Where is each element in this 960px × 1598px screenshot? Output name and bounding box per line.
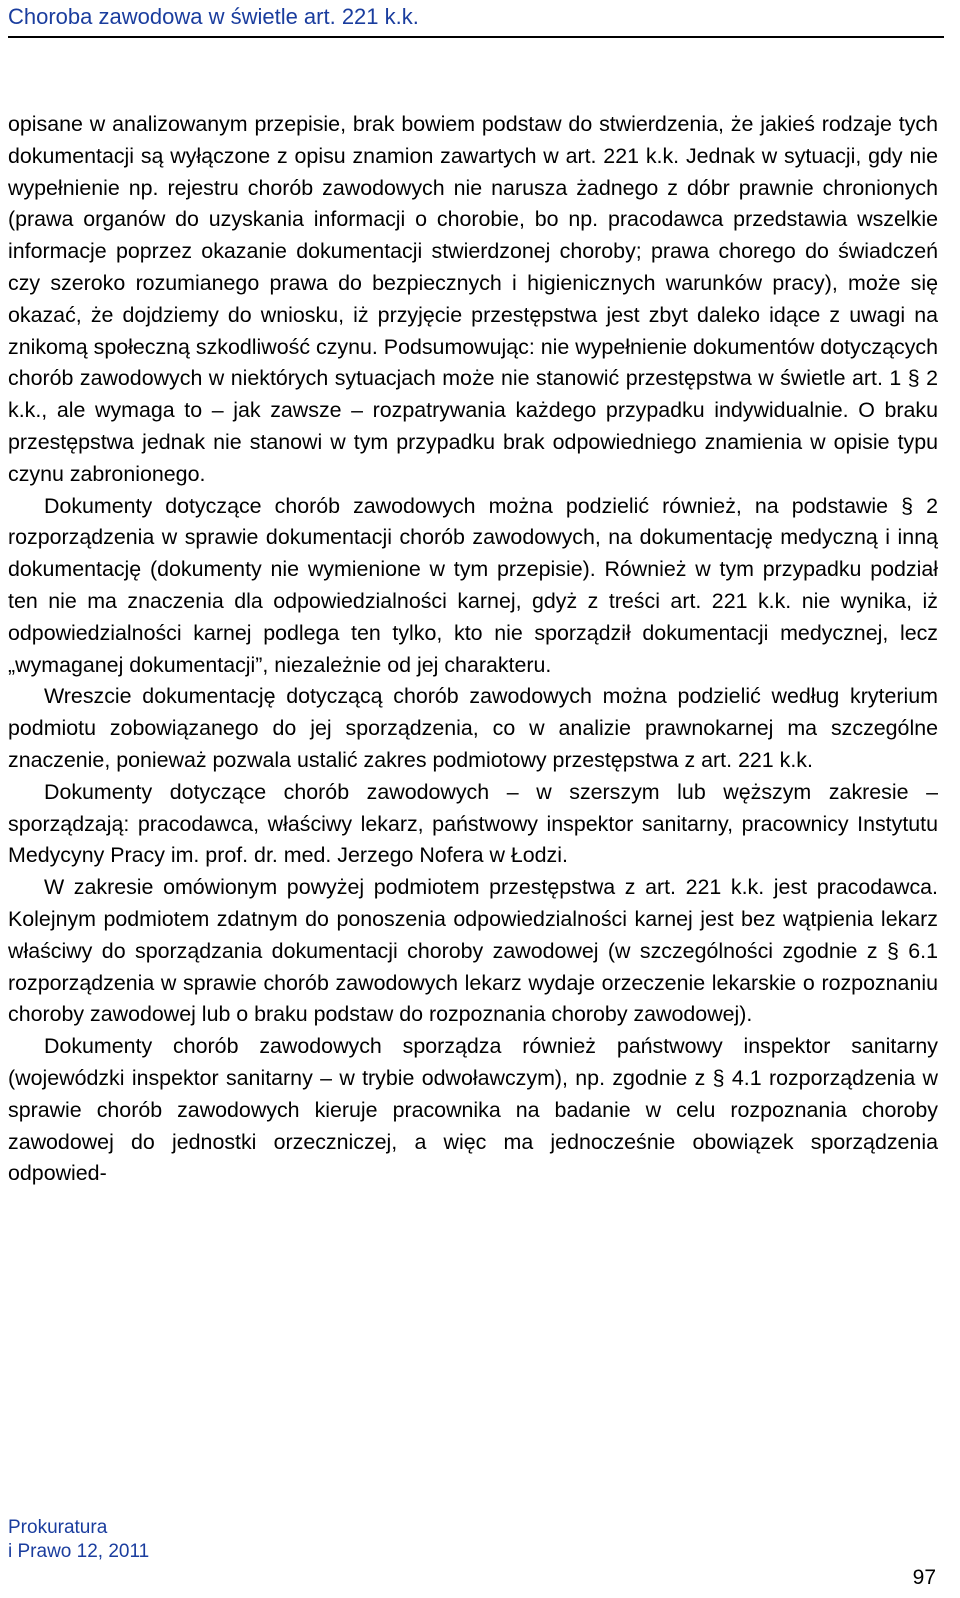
journal-source — [8, 1516, 149, 1564]
journal-issue: i Prawo 12, 2011 — [8, 1541, 150, 1562]
running-title: Choroba zawodowa w świetle art. 221 k.k. — [8, 4, 419, 29]
journal-name: Prokuratura — [8, 1517, 108, 1538]
paragraph-document-authors: Dokumenty dotyczące chorób zawodowych – w szerszym lub węższym zakresie – sporządzają: pracodawca, właściwy lekarz, państwowy inspektor sanitarny, pracownicy Instytutu Medycyny Pracy im. prof. dr. med. Jerzego Nofera w Łodzi. — [8, 779, 938, 868]
paragraph-medical-documentation: Dokumenty dotyczące chorób zawodowych można podzielić również, na podstawie § 2 rozporządzenia w sprawie dokumentacji chorób zawodowych, na dokumentację medyczną i inną dokumentację (dokumenty nie wymienione w tym przepisie). Również w tym przypadku podział ten nie ma znaczenia dla odpowiedzialności karnej, gdyż z treści art. 221 k.k. nie wynika, iż odpowiedzialności karnej podlega ten tylko, kto nie sporządził dokumentacji medycznej, lecz „wymaganej dokumentacji”, niezależnie od jej charakteru. — [8, 493, 938, 677]
paragraph-employer-doctor: W zakresie omówionym powyżej podmiotem przestępstwa z art. 221 k.k. jest pracodawca. Kolejnym podmiotem zdatnym do ponoszenia odpowiedzialności karnej jest bez wątpienia lekarz właściwy do sporządzania dokumentacji choroby zawodowej (w szczególności zgodnie z § 6.1 rozporządzenia w sprawie chorób zawodowych lekarz wydaje orzeczenie lekarskie o rozpoznaniu choroby zawodowej lub o braku podstaw do rozpoznania choroby zawodowej). — [8, 875, 938, 1027]
running-header — [8, 4, 944, 38]
paragraph-subject-criterion: Wreszcie dokumentację dotyczącą chorób zawodowych można podzielić według kryterium podmiotu zobowiązanego do jej sporządzenia, co w analizie prawnokarnej ma szczególne znaczenie, ponieważ pozwala ustalić zakres podmiotowy przestępstwa z art. 221 k.k. — [8, 684, 938, 772]
page-number: 97 — [912, 1566, 936, 1589]
paragraph-sanitary-inspector: Dokumenty chorób zawodowych sporządza również państwowy inspektor sanitarny (wojewódzki inspektor sanitarny – w trybie odwoławczym), np. zgodnie z § 4.1 rozporządzenia w sprawie chorób zawodowych kieruje pracownika na badanie w celu rozpoznania choroby zawodowej do jednostki orzeczniczej, a więc ma jednocześnie obowiązek sporządzenia odpowied- — [8, 1034, 938, 1186]
article-body — [8, 109, 938, 1190]
paragraph-continuation: opisane w analizowanym przepisie, brak bowiem podstaw do stwierdzenia, że jakieś rodzaje tych dokumentacji są wyłączone z opisu znamion zawartych w art. 221 k.k. Jednak w sytuacji, gdy nie wypełnienie np. rejestru chorób zawodowych nie narusza żadnego z dóbr prawnie chronionych (prawa organów do uzyskania informacji o chorobie, bo np. pracodawca przedstawia wszelkie informacje poprzez okazanie dokumentacji stwierdzonej choroby; prawa chorego do świadczeń czy szeroko rozumianego prawa do bezpiecznych i higienicznych warunków pracy), może się okazać, że dojdziemy do wniosku, iż przyjęcie przestępstwa jest zbyt daleko idące z uwagi na znikomą społeczną szkodliwość czynu. Podsumowując: nie wypełnienie dokumentów dotyczących chorób zawodowych w niektórych sytuacjach może nie stanowić przestępstwa w świetle art. 1 § 2 k.k., ale wymaga to – jak zawsze – rozpatrywania każdego przypadku indywidualnie. O braku przestępstwa jednak nie stanowi w tym przypadku brak odpowiedniego znamienia w opisie typu czynu zabronionego. — [8, 112, 938, 486]
